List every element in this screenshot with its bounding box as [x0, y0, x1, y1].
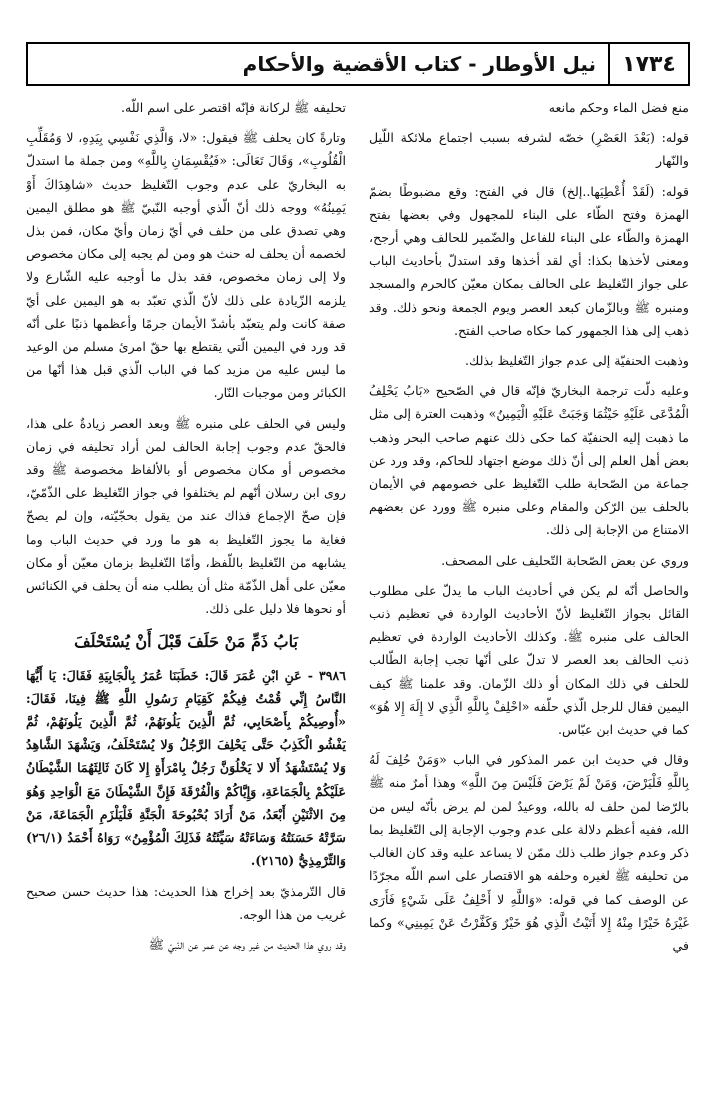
- paragraph: وقد روي هذا الحديث من غير وجه عن عمر عن النّبيّ ﷺ: [148, 936, 346, 952]
- paragraph: تحليفه ﷺ لركانة فإنّه اقتصر على اسم اللّه.: [120, 100, 346, 115]
- page-header: [26, 42, 690, 86]
- page-number: ١٧٣٤: [608, 44, 688, 84]
- paragraph: وعليه دلّت ترجمة البخاريّ فإنّه قال في الصّحيح «بَابُ يَحْلِفُ الْمُدَّعَى عَلَيْهِ حَيْثُمَا وَجَبَتْ عَلَيْهِ الْيَمِينُ» وذهبت العترة إلى مثل ما ذهبت إليه الحنفيّة كما حكى ذلك عنهم صاحب البحر وذهب بعض أهل العلم إلى أنّ ذلك موضع اجتهاد للحاكم، وقد ورد عن جماعة من الصّحابة طلب التّغليظ على خصومهم في الأيمان بالحلف بين الرّكن والمقام وعلى منبره ﷺ وورد عن بعضهم الامتناع من الإجابة إلى ذلك.: [369, 383, 689, 538]
- paragraph: وقال في حديث ابن عمر المذكور في الباب «وَمَنْ حُلِفَ لَهُ بِاللَّهِ فَلْيَرْضَ، وَمَنْ لَمْ يَرْضَ فَلَيْسَ مِنَ اللَّهِ» وهذا أمرٌ منه ﷺ بالرّضا لمن حلف له بالله، ووعيدٌ لمن لم يرض بأنّه ليس من الله، ففيه أعظم دلالة على عدم وجوب الإجابة إلى التّغليظ بما ذكر وعدم جواز طلب ذلك ممّن لا يساعد عليه وقد كان الغالب من تحليفه ﷺ لغيره وحلفه هو الاقتصار على اسم اللّه مجرّدًا عن الوصف كما في قوله: «وَاللَّهِ لا أَحْلِفُ عَلَى شَيْءٍ فَأَرَى غَيْرَهُ خَيْرًا مِنْهُ إِلا أَتَيْتُ الَّذِي هُوَ خَيْرٌ وَكَفَّرْتُ عَنْ يَمِينِي» وكما في: [369, 752, 689, 953]
- paragraph: والحاصل أنّه لم يكن في أحاديث الباب ما يدلّ على مطلوب القائل بجواز التّغليظ لأنّ الأحاديث الواردة في تعظيم ذنب الحالف على منبره ﷺ. وكذلك الأحاديث الواردة في تعظيم ذنب الحالف بعد العصر لا تدلّ على أنّها تجب إجابة الطّالب للحلف في ذلك المكان أو ذلك الزّمان. وقد علمنا ﷺ كيف اليمين فقال للرجل الّذي حلّفه «احْلِفْ بِاللَّهِ الَّذِي لا إِلَهَ إِلا هُوَ» كما في حديث ابن عبّاس.: [369, 582, 689, 738]
- paragraph: منع فضل الماء وحكم مانعه: [548, 100, 689, 115]
- paragraph: قوله: (بَعْدَ العَصْرِ) خصّه لشرفه بسبب اجتماع ملائكة اللّيل والنّهار: [369, 130, 689, 169]
- right-column: [369, 96, 689, 1096]
- left-column: [26, 96, 346, 1096]
- paragraph: قوله: (لَقَدْ أُعْطِيَها..إلخ) قال في الفتح: وقع مضبوطًا بضمّ الهمزة وفتح الطّاء على البناء للمجهول وفي بعضها بفتح الهمزة والطّاء على البناء للفاعل والضّمير للحالف وهي أرجح، ومعنى لأخذها بكذا: أي لقد أخذها وقد استدلّ بأحاديث الباب على جواز التّغليظ على الحالف بمكان معيّن كالحرم والمسجد ومنبره ﷺ وبالزّمان كبعد العصر ويوم الجمعة ونحو ذلك. وقد ذهب إلى هذا الجمهور كما حكاه صاحب الفتح.: [369, 183, 689, 338]
- section-title: بَابُ ذَمِّ مَنْ حَلَفَ قَبْلَ أَنْ يُسْتَحْلَفَ: [74, 632, 298, 652]
- paragraph: وتارةً كان يحلف ﷺ فيقول: «لا، وَالَّذِي نَفْسِي بِيَدِهِ، لا وَمُقَلِّبِ الْقُلُوبِ»، وَقَالَ تَعَالَى: «فَيُقْسِمَانِ بِاللَّهِ» ومن جملة ما استدلّ به البخاريّ على عدم وجوب التّغليظ حديث «شاهِدَاكَ أَوْ يَمِينُهُ» ووجه ذلك أنّ الّذي أوجبه النّبيّ ﷺ هو مطلق اليمين وهي تصدق على من حلف في أيّ زمان وأيّ مكان، فمن بذل لخصمه أن يحلف له حنث هو ومن لم يجبه إلى مكان مخصوص ولا إلى زمان مخصوص، فقد بذل ما أوجبه عليه الشّارع ولا يلزمه الزّيادة على ذلك لأنّ الّذي تعبّد به هو اليمين على أيّ صفة كانت ولم يتعبّد بأشدّ الأيمان جرمًا وأعظمها ذنبًا على أنّه قد ورد في اليمين الّتي يقتطع بها حقّ امرئ مسلم من الوعيد ما ليس عليه من مزيد كما في الباب الّذي قبل هذا أنّها من الكبائر ومن موجبات النّار.: [26, 130, 346, 401]
- paragraph: قال التّرمذيّ بعد إخراج هذا الحديث: هذا حديث حسن صحيح غريب من هذا الوجه.: [26, 883, 346, 922]
- paragraph: وروي عن بعض الصّحابة التّحليف على المصحف.: [441, 552, 689, 568]
- running-title: نيل الأوطار - كتاب الأقضية والأحكام: [242, 52, 596, 76]
- paragraph: وذهبت الحنفيّة إلى عدم جواز التّغليظ بذلك.: [464, 353, 689, 369]
- hadith-text: ٣٩٨٦ - عَنِ ابْنِ عُمَرَ قَالَ: خَطَبَنَا عُمَرُ بِالْجَابِيَةِ فَقَالَ: يَا أَيُّهَا النَّاسُ إِنِّي قُمْتُ فِيكُمْ كَقِيَامِ رَسُولِ اللَّهِ ﷺ فِينَا، فَقَالَ: «أُوصِيكُمْ بِأَصْحَابِي، ثُمَّ الَّذِينَ يَلُونَهُمْ، ثُمَّ الَّذِينَ يَلُونَهُمْ، ثُمَّ يَفْشُو الْكَذِبُ حَتَّى يَحْلِفَ الرَّجُلُ وَلا يُسْتَحْلَفُ، وَيَشْهَدَ الشَّاهِدُ وَلا يُسْتَشْهَدُ أَلا لا يَخْلُوَنَّ رَجُلٌ بِامْرَأَةٍ إِلا كَانَ ثَالِثَهُمَا الشَّيْطَانُ عَلَيْكُمْ بِالْجَمَاعَةِ، وَإِيَّاكُمْ وَالْفُرْقَةَ فَإِنَّ الشَّيْطَانَ مَعَ الْوَاحِدِ وَهُوَ مِنَ الاثْنَيْنِ أَبْعَدُ، مَنْ أَرَادَ بُحْبُوحَةَ الْجَنَّةِ فَلْيَلْزَمِ الْجَمَاعَةَ، مَنْ سَرَّتْهُ حَسَنَتُهُ وَسَاءَتْهُ سَيِّئَتُهُ فَذَلِكَ الْمُؤْمِنُ» رَوَاهُ أَحْمَدُ (٢٦/١) وَالتِّرْمِذِيُّ (٢١٦٥).: [26, 667, 346, 869]
- paragraph: وليس في الحلف على منبره ﷺ وبعد العصر زيادةٌ على هذا، فالحقّ عدم وجوب إجابة الحالف لمن أراد تحليفه في زمان مخصوص أو مكان مخصوص أو بالألفاظ مخصوصة ﷺ وقد روى ابن رسلان أنّهم لم يختلفوا في جواز التّغليظ على الذّمّيّ، فإن صحّ الإجماع فذاك عند من يقول بحجّيّته، وإن لم يصحّ فغاية ما يجوز التّغليظ به هو ما ورد في حديث الباب وما يشابهه من التّغليظ باللّفظ، وأمّا التّغليظ بزمان معيّن أو مكان معيّن على أهل الذّمّة مثل أن يطلب منه أن يحلف في الكنائس أو نحوها فلا دليل على ذلك.: [26, 415, 346, 617]
